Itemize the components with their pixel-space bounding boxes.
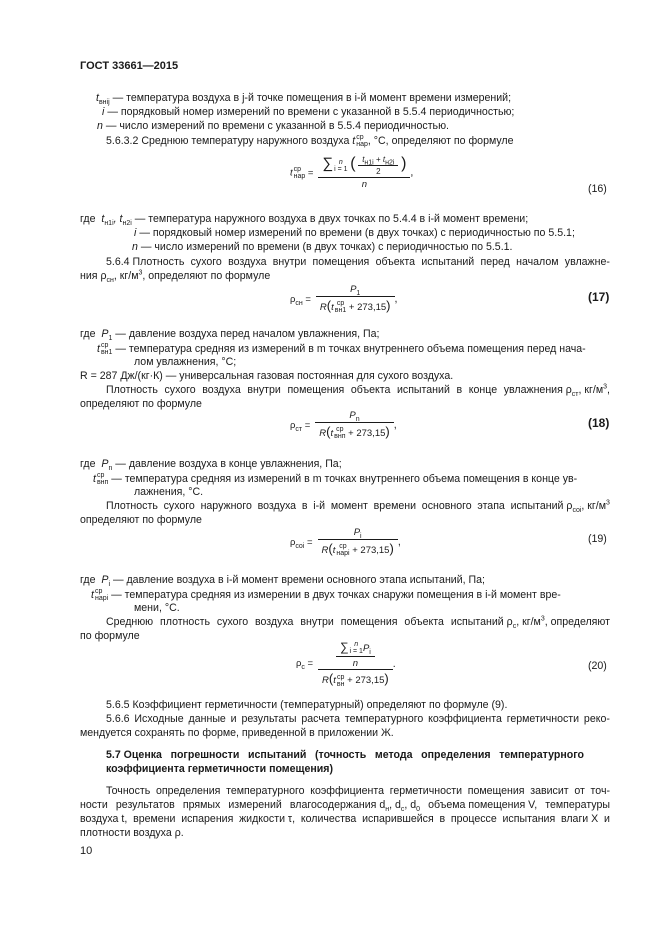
equation-number-19: (19) bbox=[588, 533, 607, 545]
paragraph-5632: 5.6.3.2 Среднюю температуру наружного воздуха t ср нар , °С, определяют по формуле bbox=[106, 134, 514, 148]
paragraph-565: 5.6.5 Коэффициент герметичности (температурный) определяют по формуле (9). bbox=[106, 699, 508, 711]
definition-t-vnp: t ср внп — температура средняя из измерений в m точках внутреннего объема помещения в конце ув- bbox=[93, 472, 578, 486]
equation-number-18: (18) bbox=[588, 416, 610, 430]
equation-number-20: (20) bbox=[588, 660, 607, 672]
definition-pi: где $P_i$ — давление воздуха в i-й момент времени основного этапа испытаний, Па; bbox=[80, 574, 485, 589]
formula-16: t ср нар = ∑ n i = 1 ( $\frac{t_{н1i} + t_{н2i}}{2}$ ) n , bbox=[290, 155, 414, 190]
paragraph-rho-ct-line1: Плотность сухого воздуха внутри помещения объекта испытаний в конце увлажнения $\rho_{ст}$, $кг/м^3$, bbox=[106, 383, 610, 399]
paragraph-564-line1: 5.6.4 Плотность сухого воздуха внутри помещения объекта испытаний перед началом увлажне- bbox=[106, 256, 610, 268]
equation-number-16: (16) bbox=[588, 183, 607, 195]
paragraph-57-line1: Точность определения температурного коэффициента герметичности помещения зависит от точ- bbox=[106, 785, 610, 797]
paragraph-rho-ct-line2: определяют по формуле bbox=[80, 398, 202, 410]
definition-i: i — порядковый номер измерений по времени с указанной в 5.5.4 периодичностью; bbox=[102, 106, 515, 118]
formula-19: $\rho_{coi}$ = $P_i$ R(t ср нарi + 273,15) , bbox=[290, 527, 401, 558]
definition-t-nari-cont: мени, °С. bbox=[134, 602, 180, 614]
paragraph-57-line3: воздуха t, времени испарения жидкости τ, количества испарившейся в процессе испытания влаги X и bbox=[80, 813, 610, 825]
section-heading-57-line1: 5.7 Оценка погрешности испытаний (точность метода определения температурного bbox=[106, 749, 584, 761]
definition-p1: где $P_1$ — давление воздуха перед началом увлажнения, Па; bbox=[80, 328, 380, 343]
definition-t-vn1: t ср вн1 — температура средняя из измерений в m точках внутреннего объема помещения перед нача- bbox=[97, 342, 586, 356]
paragraph-rho-coi-line1: Плотность сухого наружного воздуха в i-й момент времени основного этапа испытаний $\rho_{coi}$, $кг/м^3$ bbox=[106, 499, 610, 515]
paragraph-566-line1: 5.6.6 Исходные данные и результаты расчета температурного коэффициента герметичности реко- bbox=[106, 713, 610, 725]
paragraph-57-line4: плотности воздуха ρ. bbox=[80, 827, 184, 839]
paragraph-rho-c-line1: Среднюю плотность сухого воздуха внутри помещения объекта испытаний $\rho_с$, $кг/м^3$, определяют bbox=[106, 615, 610, 631]
definition-t-vnij: $t_{внij}$ — температура воздуха в j-й точке помещения в i-й момент времени измерений; bbox=[96, 92, 512, 107]
gas-constant-definition: R = 287 Дж/(кг·К) — универсальная газовая постоянная для сухого воздуха. bbox=[80, 370, 454, 382]
document-header: ГОСТ 33661—2015 bbox=[80, 60, 179, 72]
paragraph-564-line2: ния $\rho_{сн}$, $кг/м^3$, определяют по формуле bbox=[80, 269, 271, 285]
section-heading-57-line2: коэффициента герметичности помещения) bbox=[106, 763, 333, 775]
definition-t-vn1-cont: лом увлажнения, °С; bbox=[134, 356, 237, 368]
formula-18: $\rho_{ст}$ = $P_n$ R(t ср внп + 273,15) , bbox=[290, 410, 397, 441]
definition-pn: где $P_n$ — давление воздуха в конце увлажнения, Па; bbox=[80, 458, 342, 473]
page-number: 10 bbox=[80, 845, 93, 857]
paragraph-rho-coi-line2: определяют по формуле bbox=[80, 514, 202, 526]
formula-20: $\rho_с$ = ∑ n i = 1 $P_i$ n R(t ср вн + 273,15) . bbox=[296, 640, 396, 688]
definition-n-16: n — число измерений по времени (в двух точках) с периодичностью по 5.5.1. bbox=[132, 241, 513, 253]
definition-t-n1i: где $t_{н1i}$, $t_{н2i}$ — температура наружного воздуха в двух точках по 5.4.4 в i-й момент времени; bbox=[80, 213, 529, 228]
definition-t-vnp-cont: лажнения, °С. bbox=[134, 486, 204, 498]
definition-i-16: i — порядковый номер измерений по времени (в двух точках) с периодичностью по 5.5.1; bbox=[134, 227, 575, 239]
paragraph-566-line2: мендуется сохранять по форме, приведенной в приложении Ж. bbox=[80, 727, 394, 739]
definition-t-nari: t ср нарi — температура средняя из измерении в двух точках снаружи помещения в i-й момент вре- bbox=[91, 588, 561, 602]
formula-17: $\rho_{сн}$ = $P_1$ R(t ср вн1 + 273,15) , bbox=[290, 284, 398, 315]
definition-n: n — число измерений по времени с указанной в 5.5.4 периодичностью. bbox=[97, 120, 449, 132]
paragraph-rho-c-line2: по формуле bbox=[80, 630, 140, 642]
equation-number-17: (17) bbox=[588, 290, 610, 304]
paragraph-57-line2: ности результатов прямых измерений влагосодержания $d_н$, $d_с$, $d_0$ объема помещения V, температуры bbox=[80, 799, 610, 814]
